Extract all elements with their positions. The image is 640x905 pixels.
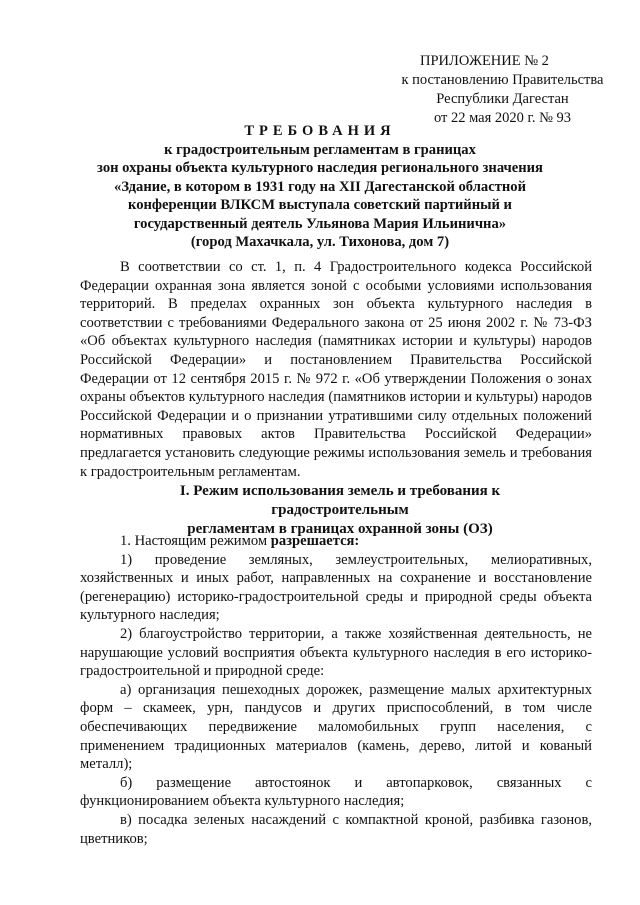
section-heading-line: I. Режим использования земель и требования к градостроительным [179,483,501,518]
annex-date: от 22 мая 2020 г. № 93 [433,110,572,126]
annex-line: Республики Дагестан [436,91,569,107]
intro-paragraph [80,258,592,481]
document-title [40,122,600,252]
list-item: а) организация пешеходных дорожек, размещение малых архитектурных форм – скамеек, урн, пандусов и других приспособлений, в том числе обеспечивающих передвижение маломобильных групп населения, с применением традиционных материалов (камень, дерево, литой и кованый металл); [80,681,592,773]
title-line: государственный деятель Ульянова Мария Ильинична» [133,215,507,232]
annex-header [380,52,625,128]
title-line: конференции ВЛКСМ выступала советский партийный и [128,197,512,213]
requirements-list [80,532,592,848]
intro-text: В соответствии со ст. 1, п. 4 Градостроительного кодекса Российской Федерации охранная зона является зоной с особыми условиями использования территорий. В пределах охранных зон объекта культурного наследия в соответствии с требованиями Федерального закона от 25 июня 2002 г. № 73-ФЗ «Об объектах культурного наследия (памятниках истории и культуры) народов Российской Федерации» и постановлением Правительства Российской Федерации от 12 сентября 2015 г. № 972 г. «Об утверждении Положения о зонах охраны объектов культурного наследия (памятников истории и культуры) народов Российской Федерации и о признании утратившими силу отдельных положений нормативных правовых актов Правительства Российской Федерации» предлагается установить следующие режимы использования земель и требования к градостроительным регламентам. [80,259,592,480]
list-item: 2) благоустройство территории, а также хозяйственная деятельность, не нарушающие условий восприятия объекта культурного наследия в его историко-градостроительной и природной среде: [80,625,592,680]
title-heading: ТРЕБОВАНИЯ [244,123,396,139]
title-line: к градостроительным регламентам в границах [164,141,476,158]
section-heading [110,482,570,539]
annex-number: ПРИЛОЖЕНИЕ № 2 [420,53,549,69]
section-heading-line: регламентам в границах охранной зоны (ОЗ) [187,521,493,537]
title-line: зон охраны объекта культурного наследия регионального значения [97,160,543,176]
title-line: (город Махачкала, ул. Тихонова, дом 7) [190,234,450,250]
title-line: «Здание, в котором в 1931 году на XII Дагестанской областной [114,178,526,195]
list-item: в) посадка зеленых насаждений с компактной кроной, разбивка газонов, цветников; [80,811,592,847]
list-item: 1) проведение земляных, землеустроительных, мелиоративных, хозяйственных и иных работ, направленных на сохранение и восстановление (регенерацию) историко-градостроительной среды и природной среды объекта культурного наследия; [80,551,592,624]
list-item-emphasis: разрешается: [270,533,360,549]
list-item-text: 1. Настоящим режимом [120,533,271,549]
list-item: б) размещение автостоянок и автопарковок, связанных с функционированием объекта культурного наследия; [80,774,592,810]
list-item [80,532,592,551]
annex-line: к постановлению Правительства [401,72,604,88]
